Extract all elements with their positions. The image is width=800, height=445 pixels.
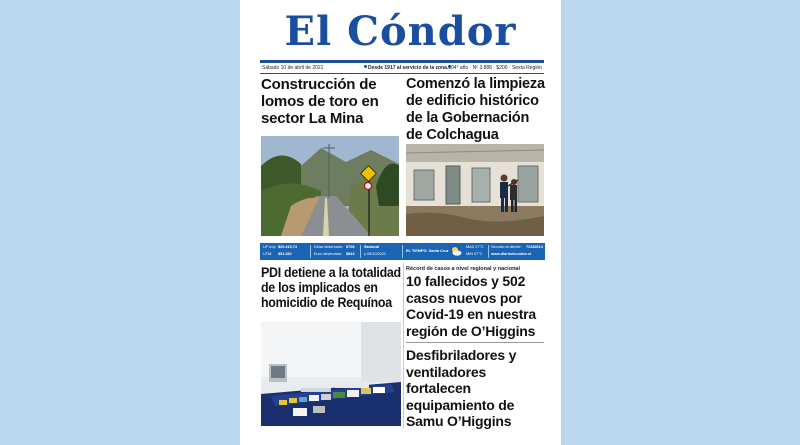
euro-label: Euro observado: [314,252,342,256]
info-separator [310,245,311,258]
building-interior-illustration [406,144,544,236]
headline-samu-equipment[interactable]: Desfibriladores y ventiladores fortalecen equipamiento de Samu O’Higgins [406,347,517,429]
newspaper-front-page [240,0,561,445]
utm-label: UTM: [263,252,273,256]
santoral-label: Santoral [364,245,380,249]
dateline-date: Sábado 10 de abril de 2021 [262,65,324,71]
partly-cloudy-icon [450,245,462,257]
website-link[interactable]: www.diarioelcondor.cl [491,252,532,256]
info-separator [360,245,361,258]
weather-label: EL TIEMPO: Santa Cruz [406,249,449,253]
temp-max: MAX 27°C [466,245,484,249]
road-photo[interactable] [261,136,399,236]
gobernacion-photo[interactable] [406,144,544,236]
dateline-dot-icon [364,65,367,68]
evidence-table-illustration [261,322,401,426]
dolar-label: Dólar observado: [314,245,343,249]
temp-min: MIN 07°C [466,252,483,256]
info-bar [260,243,545,260]
headline-limpieza-gobernacion[interactable]: Comenzó la limpieza de edificio histórico de la Gobernación de Colchagua [406,76,545,143]
uf-value: $29.415,74 [278,245,298,249]
evidence-photo[interactable] [261,322,401,426]
masthead-title: El Cóndor [284,8,517,55]
service-phone: 72282614 [526,245,543,249]
dateline [260,63,544,74]
column-divider [403,263,404,428]
uf-label: UF hoy: [263,245,277,249]
santoral-text: y 09/10/2021 [364,252,386,256]
euro-value: $843 [346,252,355,256]
service-label: Servicio al cliente: [491,245,522,249]
headline-pdi-homicidio[interactable]: PDI detiene a la totalidad de los implicados en homicidio de Requínoa [261,265,401,310]
road-illustration [261,136,399,236]
utm-value: $51.382 [278,252,292,256]
dolar-value: $708 [346,245,355,249]
dateline-slogan: Desde 1917 al servicio de la zona. [368,65,449,71]
story-divider [406,342,544,343]
dateline-edition: 104° año · Nº 3.888 · $200 · Sexta Región [448,65,542,71]
info-separator [488,245,489,258]
info-separator [402,245,403,258]
headline-covid-cases[interactable]: 10 fallecidos y 502 casos nuevos por Covid-19 en nuestra región de O’Higgins [406,273,537,339]
covid-kicker: Récord de casos a nivel regional y nacional [406,266,521,272]
headline-lomos-de-toro[interactable]: Construcción de lomos de toro en sector La Mina [261,76,379,127]
